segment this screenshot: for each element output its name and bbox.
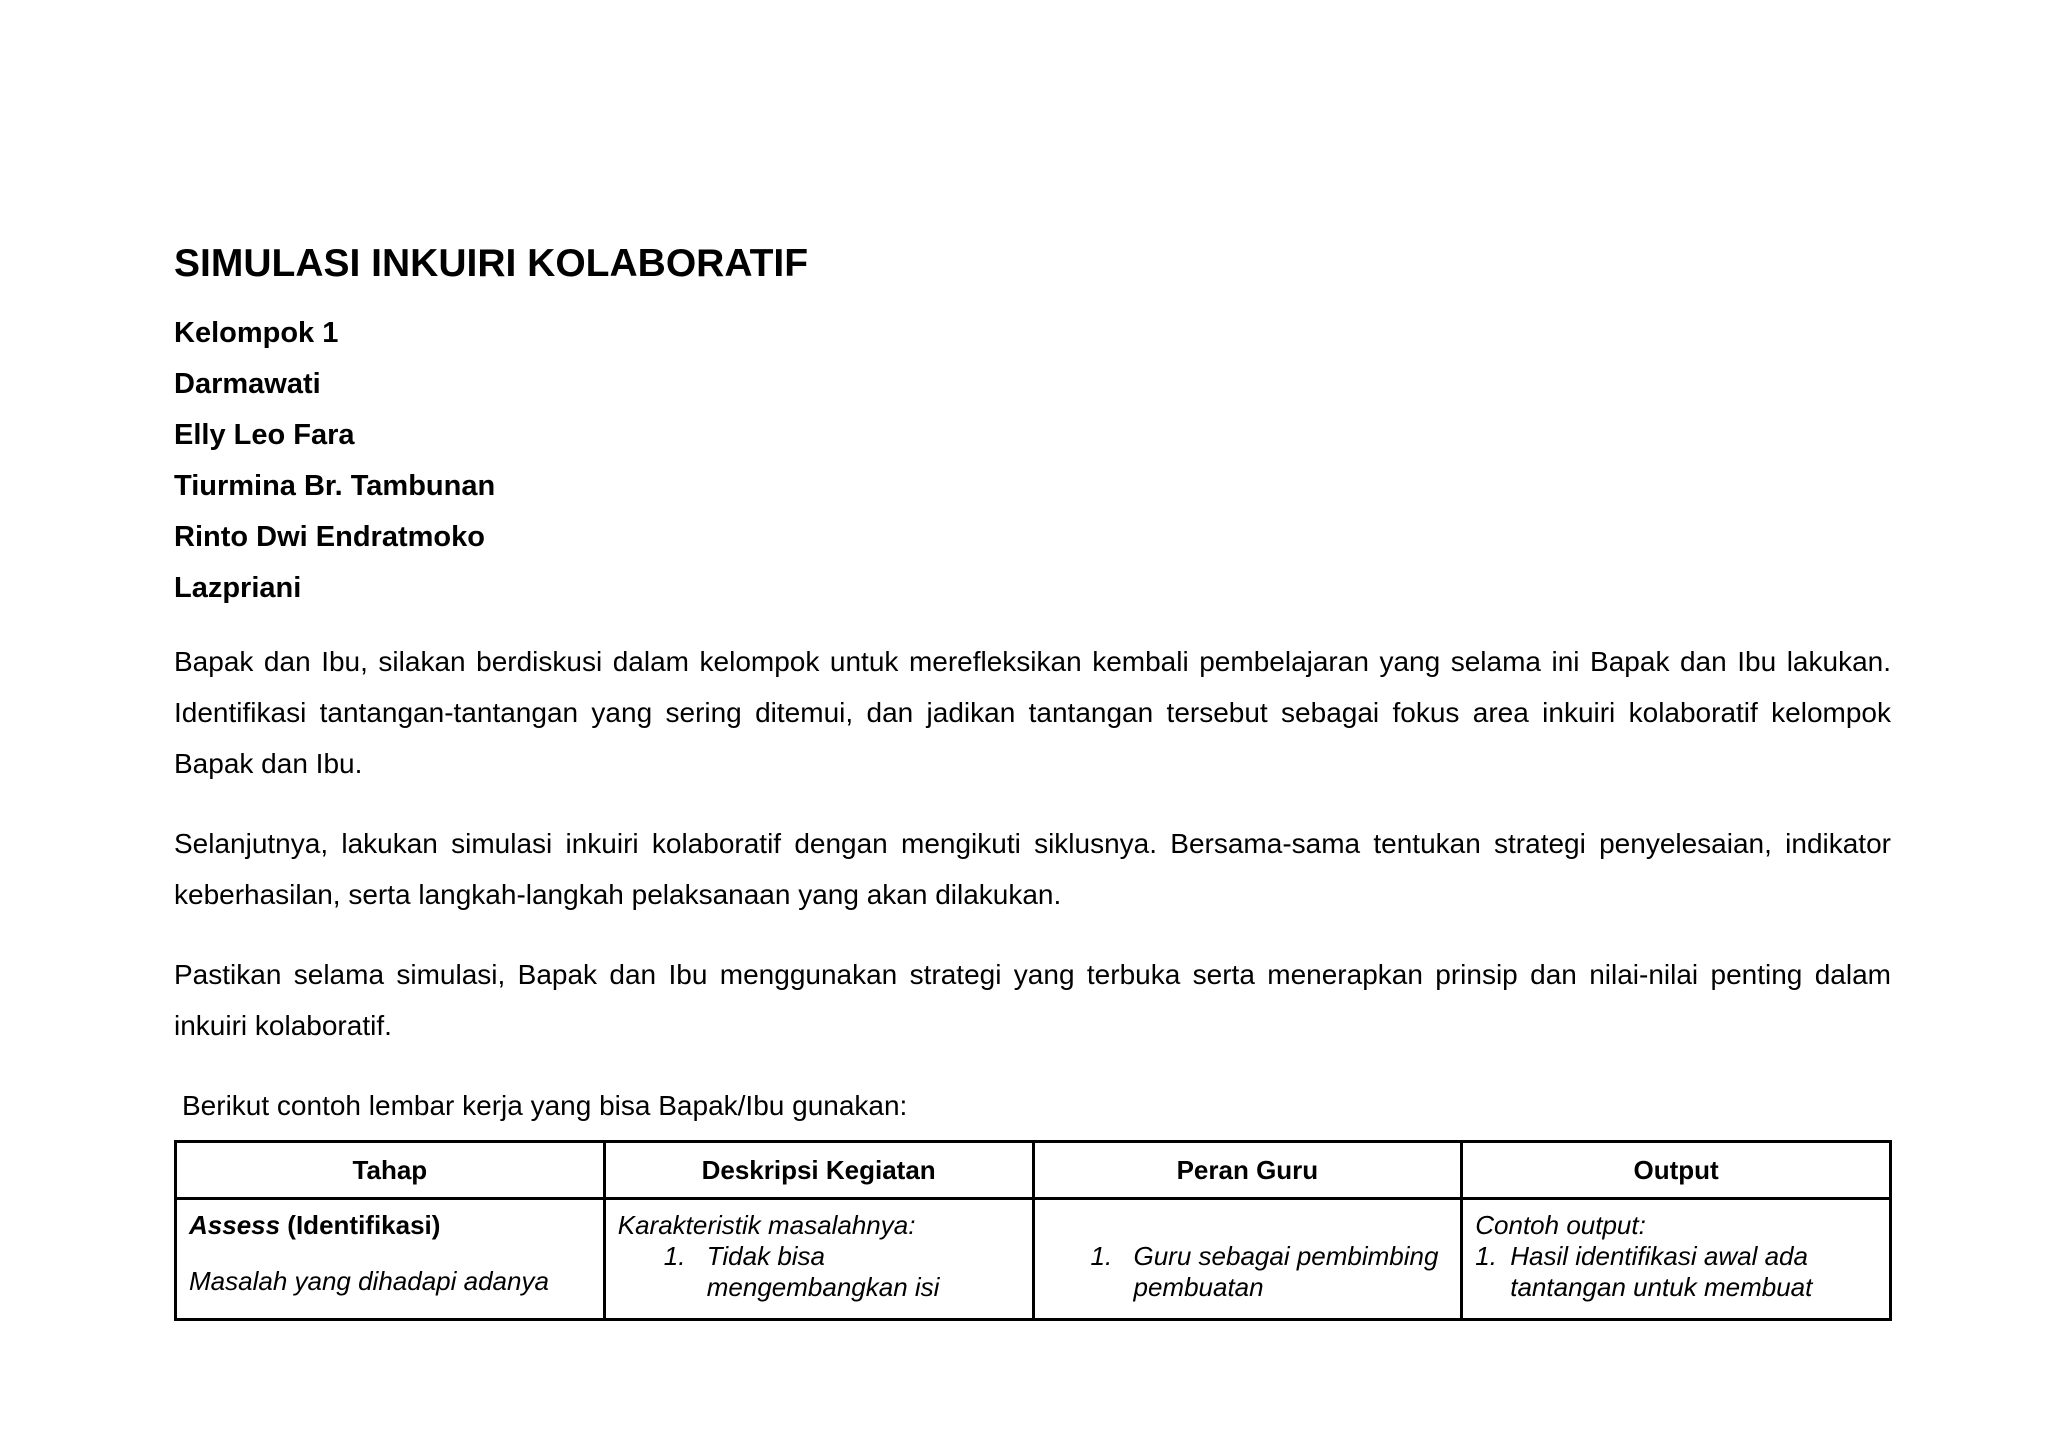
list-text: Guru sebagai pembimbing pembuatan	[1133, 1241, 1439, 1302]
group-member: Elly Leo Fara	[174, 419, 355, 451]
role-list-item	[1047, 1241, 1449, 1303]
activity-heading: Karakteristik masalahnya:	[617, 1210, 916, 1240]
stage-cell	[176, 1199, 605, 1320]
activity-list-item	[618, 1241, 1020, 1303]
group-member: Darmawati	[174, 368, 321, 400]
document-title: SIMULASI INKUIRI KOLABORATIF	[174, 242, 809, 285]
list-text: Tidak bisa mengembangkan isi	[706, 1241, 940, 1302]
teacher-role-cell	[1033, 1199, 1462, 1320]
group-member: Tiurmina Br. Tambunan	[174, 470, 496, 502]
output-list-item	[1475, 1241, 1877, 1303]
list-number: 1.	[663, 1241, 686, 1271]
stage-description: Masalah yang dihadapi adanya	[189, 1266, 549, 1296]
instruction-paragraph: Pastikan selama simulasi, Bapak dan Ibu menggunakan strategi yang terbuka serta menerapkan prinsip dan nilai-nilai penting dalam inkuiri kolaboratif.	[174, 959, 1891, 1041]
column-header-deskripsi: Deskripsi Kegiatan	[604, 1142, 1033, 1199]
instruction-paragraph: Bapak dan Ibu, silakan berdiskusi dalam kelompok untuk merefleksikan kembali pembelajaran yang selama ini Bapak dan Ibu lakukan. Identifikasi tantangan-tantangan yang sering ditemui, dan jadikan tantangan tersebut sebagai fokus area inkuiri kolaboratif kelompok Bapak dan Ibu.	[174, 646, 1891, 779]
output-heading: Contoh output:	[1475, 1210, 1646, 1240]
table-intro: Berikut contoh lembar kerja yang bisa Bapak/Ibu gunakan:	[182, 1090, 908, 1121]
group-member: Lazpriani	[174, 572, 302, 604]
table-header-row	[176, 1142, 1891, 1199]
stage-name-italic: Assess	[189, 1210, 281, 1240]
group-member-list	[174, 308, 495, 614]
column-header-tahap: Tahap	[176, 1142, 605, 1199]
output-cell	[1462, 1199, 1891, 1320]
activity-cell	[604, 1199, 1033, 1320]
list-number: 1.	[1090, 1241, 1113, 1271]
list-number: 1.	[1475, 1241, 1497, 1271]
group-member: Rinto Dwi Endratmoko	[174, 521, 485, 553]
instruction-paragraph: Selanjutnya, lakukan simulasi inkuiri kolaboratif dengan mengikuti siklusnya. Bersama-sama tentukan strategi penyelesaian, indikator keberhasilan, serta langkah-langkah pelaksanaan yang akan dilakukan.	[174, 828, 1891, 910]
column-header-output: Output	[1462, 1142, 1891, 1199]
column-header-peran-guru: Peran Guru	[1033, 1142, 1462, 1199]
table-row	[176, 1199, 1891, 1320]
worksheet-table	[174, 1140, 1892, 1321]
list-text: Hasil identifikasi awal ada tantangan untuk membuat	[1510, 1241, 1813, 1302]
group-label: Kelompok 1	[174, 317, 339, 349]
stage-name-rest: (Identifikasi)	[280, 1210, 441, 1240]
stage-name	[189, 1210, 591, 1241]
